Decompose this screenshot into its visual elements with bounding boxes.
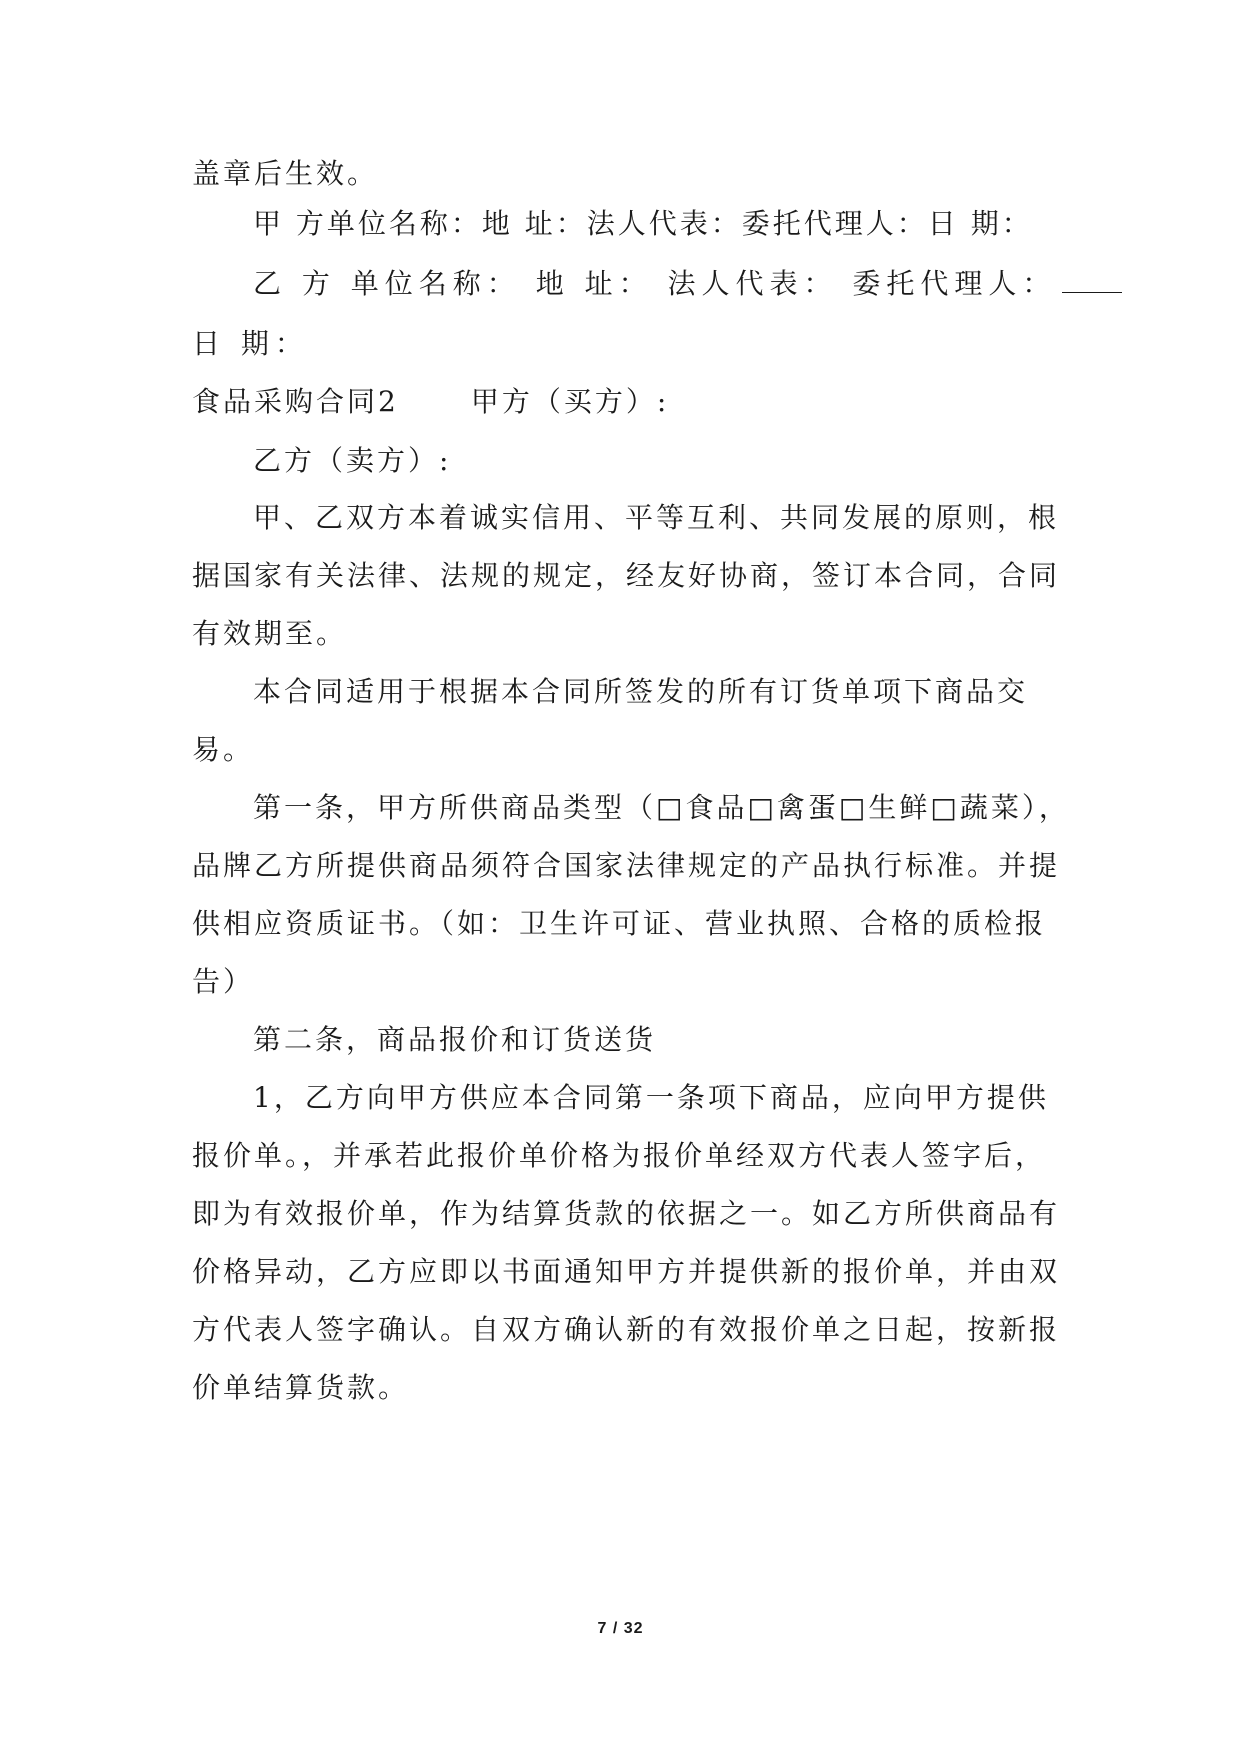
text-line: 甲、乙双方本着诚实信用、平等互利、共同发展的原则，根 [253,501,1060,534]
party-a-label: 甲方（买方）: [470,385,670,418]
text-line: 甲 方单位名称：地 址：法人代表：委托代理人：日 期： [253,207,1033,240]
contract-title: 食品采购合同2 [192,385,399,418]
text-line: 日 期： [192,327,309,360]
text-line: 告） [192,965,255,998]
text-line: 乙方（卖方）: [253,444,452,477]
text-line: 价格异动，乙方应即以书面通知甲方并提供新的报价单，并由双 [192,1255,1061,1288]
text-line: 1，乙方向甲方供应本合同第一条项下商品，应向甲方提供 [253,1081,1049,1114]
text-line [253,266,1122,302]
text-line: 易。 [192,733,255,766]
text-line: 价单结算货款。 [192,1371,410,1404]
party-b-info: 乙 方 单位名称： 地 址： 法人代表： 委托代理人： [253,267,1057,300]
text-line: 本合同适用于根据本合同所签发的所有订货单项下商品交 [253,675,1029,708]
text-line [192,384,669,420]
text-line: 据国家有关法律、法规的规定，经友好协商，签订本合同，合同 [192,559,1061,592]
text-line: 供相应资质证书。（如：卫生许可证、营业执照、合格的质检报 [192,907,1047,940]
text-line: 即为有效报价单，作为结算货款的依据之一。如乙方所供商品有 [192,1197,1061,1230]
text-line: 报价单。，并承若此报价单价格为报价单经双方代表人签字后， [192,1139,1047,1172]
text-line: 有效期至。 [192,617,348,650]
text-line: 方代表人签字确认。自双方确认新的有效报价单之日起，按新报 [192,1313,1061,1346]
text-line: 品牌乙方所提供商品须符合国家法律规定的产品执行标准。并提 [192,849,1061,882]
text-line: 第二条，商品报价和订货送货 [253,1023,657,1056]
text-line: 盖章后生效。 [192,157,379,190]
blank-underline [1062,266,1122,293]
page-number: 7 / 32 [597,1620,644,1637]
text-line: 第一条，甲方所供商品类型（□食品□禽蛋□生鲜□蔬菜）， [253,791,1070,824]
